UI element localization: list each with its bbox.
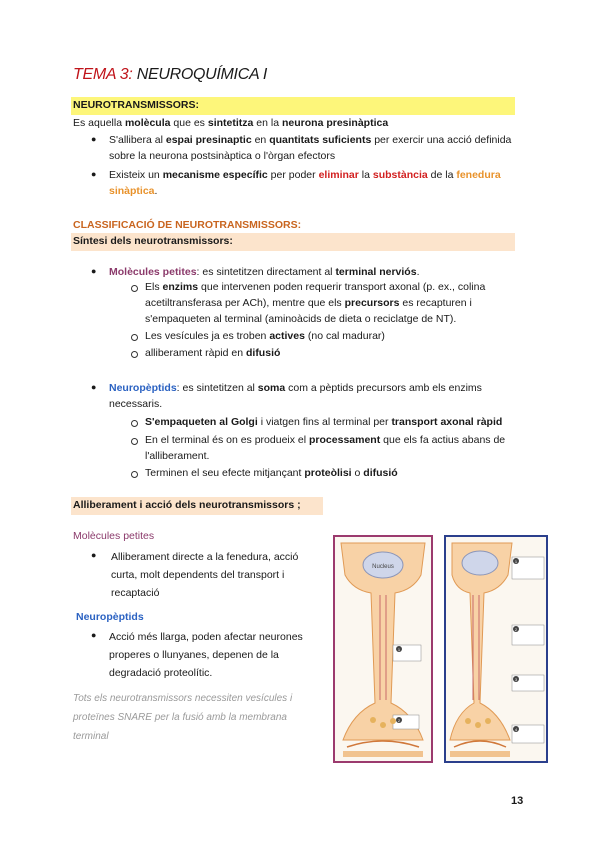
step-marker: 2 xyxy=(514,627,518,632)
bullet-text: Molècules petites: es sintetitzen directament al terminal nerviós. xyxy=(109,266,420,278)
sub-bullet-text: Els enzims que intervenen poden requerir transport axonal (p. ex., colina acetiltransferasa per ACh), mentre que els precursors es recapturen i s'empaqueten al terminal (aminoàcids de dieta o reciclatge de NT). xyxy=(145,281,486,325)
page-title: TEMA 3: NEUROQUÍMICA I xyxy=(73,66,268,83)
subheading-sintesi: Síntesi dels neurotransmissors: xyxy=(73,235,233,247)
step-marker: 2 xyxy=(397,718,401,723)
bullet-icon: ● xyxy=(91,630,97,640)
subtitle-neuropeptids: Neuropèptids xyxy=(76,611,144,623)
bullet-text: Neuropèptids: es sintetitzen al soma com a pèptids precursors amb els enzims necessaris. xyxy=(109,382,482,410)
circle-bullet-icon xyxy=(131,420,138,427)
bullet-icon: ● xyxy=(91,169,97,179)
note-text: Tots els neurotransmissors necessiten vesícules i proteïnes SNARE per la fusió amb la membrana terminal xyxy=(73,693,293,742)
circle-bullet-icon xyxy=(131,438,138,445)
bullet-icon: ● xyxy=(91,550,97,560)
section-heading-neurotransmissors: NEUROTRANSMISSORS: xyxy=(73,99,200,111)
circle-bullet-icon xyxy=(131,351,138,358)
neuron-diagram-left xyxy=(333,535,433,763)
step-marker: 4 xyxy=(514,727,518,732)
figure-neuropeptides xyxy=(444,535,548,763)
circle-bullet-icon xyxy=(131,334,138,341)
neuron-diagram-right xyxy=(444,535,548,763)
sub-bullet-text: En el terminal és on es produeix el processament que els fa actius abans de l'alliberament. xyxy=(145,434,506,462)
subtitle-molecules-petites: Molècules petites xyxy=(73,530,155,542)
bullet-text: Acció més llarga, poden afectar neurones properes o llunyanes, depenen de la degradació proteolític. xyxy=(109,631,303,679)
step-marker: 1 xyxy=(514,559,518,564)
bullet-text: Alliberament directe a la fenedura, acció curta, molt dependents del transport i recaptació xyxy=(111,551,299,599)
sub-bullet-text: Terminen el seu efecte mitjançant proteòlisi o difusió xyxy=(145,467,398,479)
figure-small-molecules xyxy=(333,535,433,763)
sub-bullet-text: S'empaqueten al Golgi i viatgen fins al terminal per transport axonal ràpid xyxy=(145,416,503,428)
circle-bullet-icon xyxy=(131,471,138,478)
section-heading-classificacio: CLASSIFICACIÓ DE NEUROTRANSMISSORS: xyxy=(73,219,302,231)
sub-bullet-text: Les vesícules ja es troben actives (no cal madurar) xyxy=(145,330,385,342)
bullet-icon: ● xyxy=(91,134,97,144)
subheading-alliberament: Alliberament i acció dels neurotransmissors ; xyxy=(73,499,301,511)
sub-bullet-text: alliberament ràpid en difusió xyxy=(145,347,281,359)
bullet-text: S'allibera al espai presinaptic en quantitats suficients per exercir una acció definida sobre la neurona postsinàptica o l'òrgan efectors xyxy=(109,134,512,162)
bullet-icon: ● xyxy=(91,382,97,392)
definition-text: Es aquella molècula que es sintetitza en la neurona presinàptica xyxy=(73,117,389,129)
step-marker: 3 xyxy=(514,677,518,682)
step-marker: 1 xyxy=(397,647,401,652)
circle-bullet-icon xyxy=(131,285,138,292)
nucleus-label: Nucleus xyxy=(372,564,394,570)
bullet-text: Existeix un mecanisme específic per poder eliminar la substància de la fenedura sinàptica. xyxy=(109,169,501,197)
page-number: 13 xyxy=(511,795,524,807)
bullet-icon: ● xyxy=(91,266,97,276)
